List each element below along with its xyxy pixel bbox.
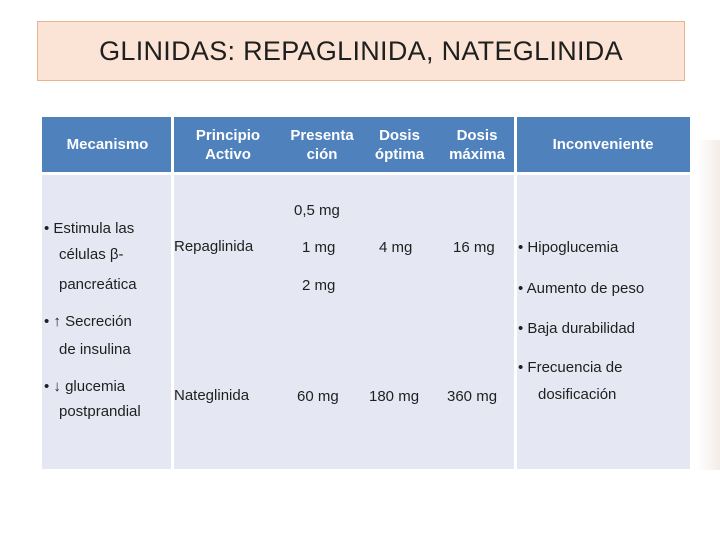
mecanismo-item-3-line-2: postprandial	[59, 403, 141, 420]
header-principio-line1: Principio	[195, 126, 261, 144]
header-mecanismo-label: Mecanismo	[66, 136, 149, 153]
mecanismo-item-2-line-1: • ↑ Secreción	[44, 313, 132, 330]
header-dosis-optima-line2: óptima	[374, 145, 425, 163]
title-box	[37, 21, 685, 81]
mecanismo-item-1-line-3: pancreática	[59, 276, 137, 293]
glinidas-table	[42, 117, 690, 469]
nateglinida-presentacion: 60 mg	[297, 388, 339, 405]
header-principio-line2: Activo	[205, 145, 251, 163]
repaglinida-dosis-maxima: 16 mg	[453, 239, 495, 256]
slide-title: GLINIDAS: REPAGLINIDA, NATEGLINIDA	[99, 35, 623, 66]
inconveniente-item-4-line-1: • Frecuencia de	[518, 359, 623, 376]
header-divider	[42, 172, 690, 175]
inconveniente-item-4-line-2: dosificación	[538, 386, 617, 403]
mecanismo-item-3-line-1: • ↓ glucemia	[44, 378, 126, 395]
drug-name-repaglinida: Repaglinida	[174, 238, 254, 255]
repaglinida-presentacion-3: 2 mg	[302, 277, 336, 294]
repaglinida-dosis-optima: 4 mg	[379, 239, 413, 256]
nateglinida-dosis-maxima: 360 mg	[447, 388, 498, 405]
header-inconveniente	[516, 117, 690, 172]
header-presentacion-line1: Presenta	[290, 126, 354, 144]
header-principio-activo	[173, 117, 283, 172]
inconveniente-item-3: • Baja durabilidad	[518, 320, 635, 337]
mecanismo-item-1-line-1: • Estimula las	[44, 220, 135, 237]
drug-name-nateglinida: Nateglinida	[174, 387, 250, 404]
inconveniente-item-1: • Hipoglucemia	[518, 239, 619, 256]
header-mecanismo	[42, 117, 173, 172]
header-presentacion	[283, 117, 361, 172]
column-divider	[171, 117, 174, 469]
header-dosis-maxima	[438, 117, 516, 172]
nateglinida-dosis-optima: 180 mg	[369, 388, 420, 405]
header-inconveniente-label: Inconveniente	[552, 136, 654, 153]
mecanismo-item-2-line-2: de insulina	[59, 341, 131, 358]
column-divider	[514, 117, 517, 469]
header-presentacion-line2: ción	[306, 145, 338, 163]
inconveniente-item-2: • Aumento de peso	[518, 280, 645, 297]
header-dosis-optima-line1: Dosis	[379, 126, 420, 144]
mecanismo-item-1-line-2: células β-	[59, 246, 124, 263]
cell-drugs	[173, 172, 516, 469]
repaglinida-presentacion-1: 0,5 mg	[294, 202, 340, 219]
decorative-edge	[697, 140, 720, 470]
header-dosis-optima	[361, 117, 438, 172]
header-dosis-maxima-line2: máxima	[449, 145, 505, 163]
repaglinida-presentacion-2: 1 mg	[302, 239, 336, 256]
header-dosis-maxima-line1: Dosis	[456, 126, 498, 144]
